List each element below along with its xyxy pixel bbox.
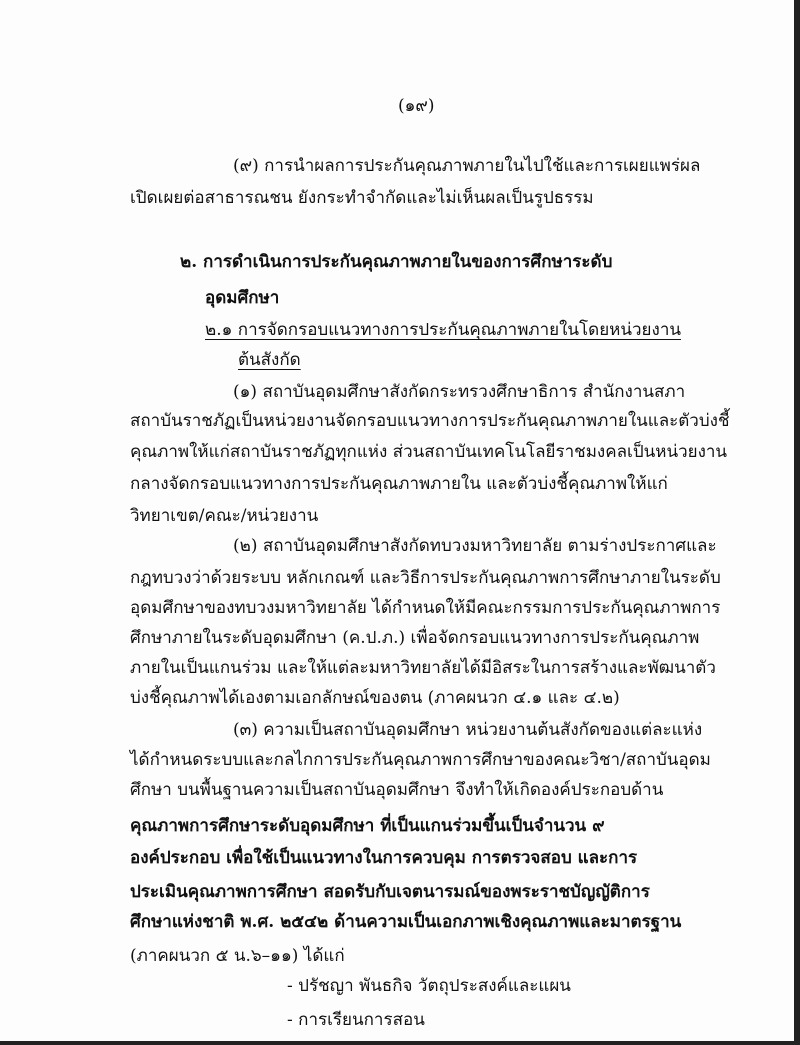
paragraph-line: วิทยาเขต/คณะ/หน่วยงาน xyxy=(130,506,319,526)
list-item: - การเรียนการสอน xyxy=(287,1010,425,1030)
paragraph-line: บ่งชี้คุณภาพได้เองตามเอกลักษณ์ของตน (ภาคผนวก ๔.๑ และ ๔.๒) xyxy=(130,688,620,708)
paragraph-line: เปิดเผยต่อสาธารณชน ยังกระทำจำกัดและไม่เห็นผลเป็นรูปธรรม xyxy=(130,188,594,208)
paragraph-line: อุดมศึกษาของทบวงมหาวิทยาลัย ได้กำหนดให้มีคณะกรรมการประกันคุณภาพการ xyxy=(130,598,721,618)
section-heading: อุดมศึกษา xyxy=(205,288,280,308)
subsection-heading: ต้นสังกัด xyxy=(238,350,301,370)
paragraph-line: สถาบันราชภัฏเป็นหน่วยงานจัดกรอบแนวทางการประกันคุณภาพภายในและตัวบ่งชี้ xyxy=(130,411,730,431)
paragraph-line: ภายในเป็นแกนร่วม และให้แต่ละมหาวิทยาลัยได้มีอิสระในการสร้างและพัฒนาตัว xyxy=(130,658,716,678)
subsection-heading: ๒.๑ การจัดกรอบแนวทางการประกันคุณภาพภายในโดยหน่วยงาน xyxy=(205,320,681,340)
paragraph-line: (๒) สถาบันอุดมศึกษาสังกัดทบวงมหาวิทยาลัย ตามร่างประกาศและ xyxy=(233,536,717,556)
page-number: (๑๙) xyxy=(398,96,435,116)
scan-edge-bottom xyxy=(0,1041,800,1045)
paragraph-line: คุณภาพการศึกษาระดับอุดมศึกษา ที่เป็นแกนร่วมขึ้นเป็นจำนวน ๙ xyxy=(130,816,605,836)
paragraph-line: กลางจัดกรอบแนวทางการประกันคุณภาพภายใน และตัวบ่งชี้คุณภาพให้แก่ xyxy=(130,474,668,494)
paragraph-line: ศึกษาแห่งชาติ พ.ศ. ๒๕๔๒ ด้านความเป็นเอกภาพเชิงคุณภาพและมาตรฐาน xyxy=(130,912,682,932)
paragraph-line: (๑) สถาบันอุดมศึกษาสังกัดกระทรวงศึกษาธิการ สำนักงานสภา xyxy=(233,382,686,402)
section-heading: ๒. การดำเนินการประกันคุณภาพภายในของการศึกษาระดับ xyxy=(180,252,613,272)
paragraph-line: (๓) ความเป็นสถาบันอุดมศึกษา หน่วยงานต้นสังกัดของแต่ละแห่ง xyxy=(233,720,703,740)
paragraph-line: กฎทบวงว่าด้วยระบบ หลักเกณฑ์ และวิธีการประกันคุณภาพการศึกษาภายในระดับ xyxy=(130,568,721,588)
paragraph-line: ประเมินคุณภาพการศึกษา สอดรับกับเจตนารมณ์ของพระราชบัญญัติการ xyxy=(130,882,650,902)
paragraph-line: องค์ประกอบ เพื่อใช้เป็นแนวทางในการควบคุม การตรวจสอบ และการ xyxy=(130,848,638,868)
scan-edge-right xyxy=(794,0,800,1045)
paragraph-line: ได้กำหนดระบบและกลไกการประกันคุณภาพการศึกษาของคณะวิชา/สถาบันอุดม xyxy=(130,750,711,770)
paragraph-line: ศึกษา บนพื้นฐานความเป็นสถาบันอุดมศึกษา จึงทำให้เกิดองค์ประกอบด้าน xyxy=(130,780,664,800)
paragraph-line: คุณภาพให้แก่สถาบันราชภัฏทุกแห่ง ส่วนสถาบันเทคโนโลยีราชมงคลเป็นหน่วยงาน xyxy=(130,442,728,462)
paragraph-line: ศึกษาภายในระดับอุดมศึกษา (ค.ป.ภ.) เพื่อจัดกรอบแนวทางการประกันคุณภาพ xyxy=(130,628,700,648)
paragraph-line: (ภาคผนวก ๕ น.๖–๑๑) ได้แก่ xyxy=(130,946,345,966)
paragraph-line: (๙) การนำผลการประกันคุณภาพภายในไปใช้และการเผยแพร่ผล xyxy=(233,156,701,176)
list-item: - ปรัชญา พันธกิจ วัตถุประสงค์และแผน xyxy=(287,976,571,996)
